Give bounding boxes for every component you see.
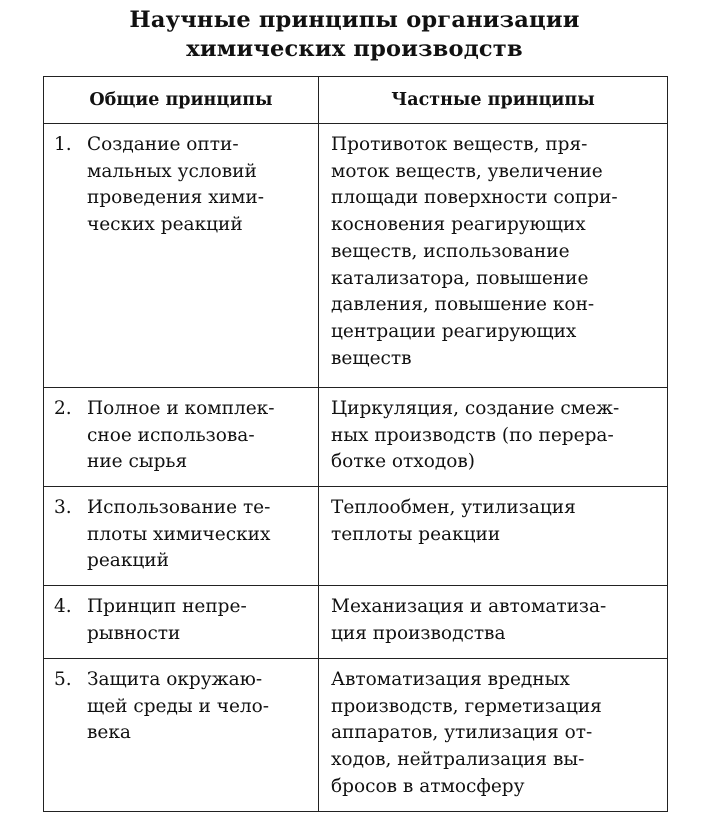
text-line: Циркуляция, создание смеж- [331,398,620,419]
specific-principle-cell [319,487,668,586]
text-line: мальных условий [87,160,257,182]
row-number: 4. [54,596,72,617]
table-row [44,487,668,586]
page-title [0,6,709,64]
text-line: ние сырья [87,451,188,473]
text-line: щей среды и чело- [87,695,270,717]
text-line: бросов в атмосферу [331,775,525,797]
specific-principle-text [319,594,661,647]
table-row [44,124,668,388]
text-line: Автоматизация вредных [331,669,570,690]
text-line: Механизация и автоматиза- [331,596,607,617]
general-principle-text [87,396,302,476]
text-line: Теплообмен, утилизация [331,497,576,518]
principles-table [43,76,668,812]
general-principle-cell [44,487,319,586]
text-line: рывности [87,622,181,644]
text-line: ция производства [331,622,506,644]
text-line: Противоток веществ, пря- [331,134,588,155]
text-line: производств, герметизация [331,695,602,717]
specific-principle-text [319,132,661,372]
row-number: 3. [54,497,72,518]
general-principle-text [87,495,302,575]
specific-principle-text [319,495,661,548]
text-line: ходов, нейтрализация вы- [331,749,585,771]
text-line: теплоты реакции [331,523,501,545]
text-line: веществ, использование [331,240,570,262]
general-principle-cell [44,124,319,388]
specific-principle-cell [319,124,668,388]
text-line: моток веществ, увеличение [331,160,603,182]
text-line: косновения реагирующих [331,214,586,236]
text-line: давления, повышение кон- [331,294,595,316]
text-line: веществ [331,347,412,369]
table-row [44,659,668,812]
text-line: Принцип непре- [87,596,247,617]
text-line: века [87,722,131,744]
row-number: 1. [54,134,72,155]
table-row [44,388,668,487]
text-line: Защита окружаю- [87,669,263,690]
text-line: катализатора, повышение [331,267,589,289]
table-header-row [44,77,668,124]
text-line: ботке отходов) [331,451,476,473]
text-line: ных производств (по перера- [331,424,614,446]
text-line: аппаратов, утилизация от- [331,722,593,744]
text-line: Полное и комплек- [87,398,275,419]
header-specific-principles: Частные принципы [319,77,668,124]
general-principle-text [87,132,302,239]
general-principle-cell [44,659,319,812]
specific-principle-text [319,667,661,801]
specific-principle-cell [319,659,668,812]
specific-principle-cell [319,388,668,487]
specific-principle-cell [319,586,668,659]
title-line-1: Научные принципы организации [129,7,580,33]
text-line: центрации реагирующих [331,320,577,342]
text-line: ческих реакций [87,214,243,236]
text-line: проведения хими- [87,187,264,209]
general-principle-text [87,594,302,647]
text-line: Создание опти- [87,134,239,155]
general-principle-text [87,667,302,747]
text-line: площади поверхности сопри- [331,187,618,209]
text-line: плоты химических [87,523,271,545]
text-line: реакций [87,550,169,572]
general-principle-cell [44,586,319,659]
title-line-2: химических производств [186,36,523,62]
header-general-principles: Общие принципы [44,77,319,124]
row-number: 5. [54,669,72,690]
text-line: Использование те- [87,497,271,518]
row-number: 2. [54,398,72,419]
general-principle-cell [44,388,319,487]
text-line: сное использова- [87,424,255,446]
specific-principle-text [319,396,661,476]
table-row [44,586,668,659]
